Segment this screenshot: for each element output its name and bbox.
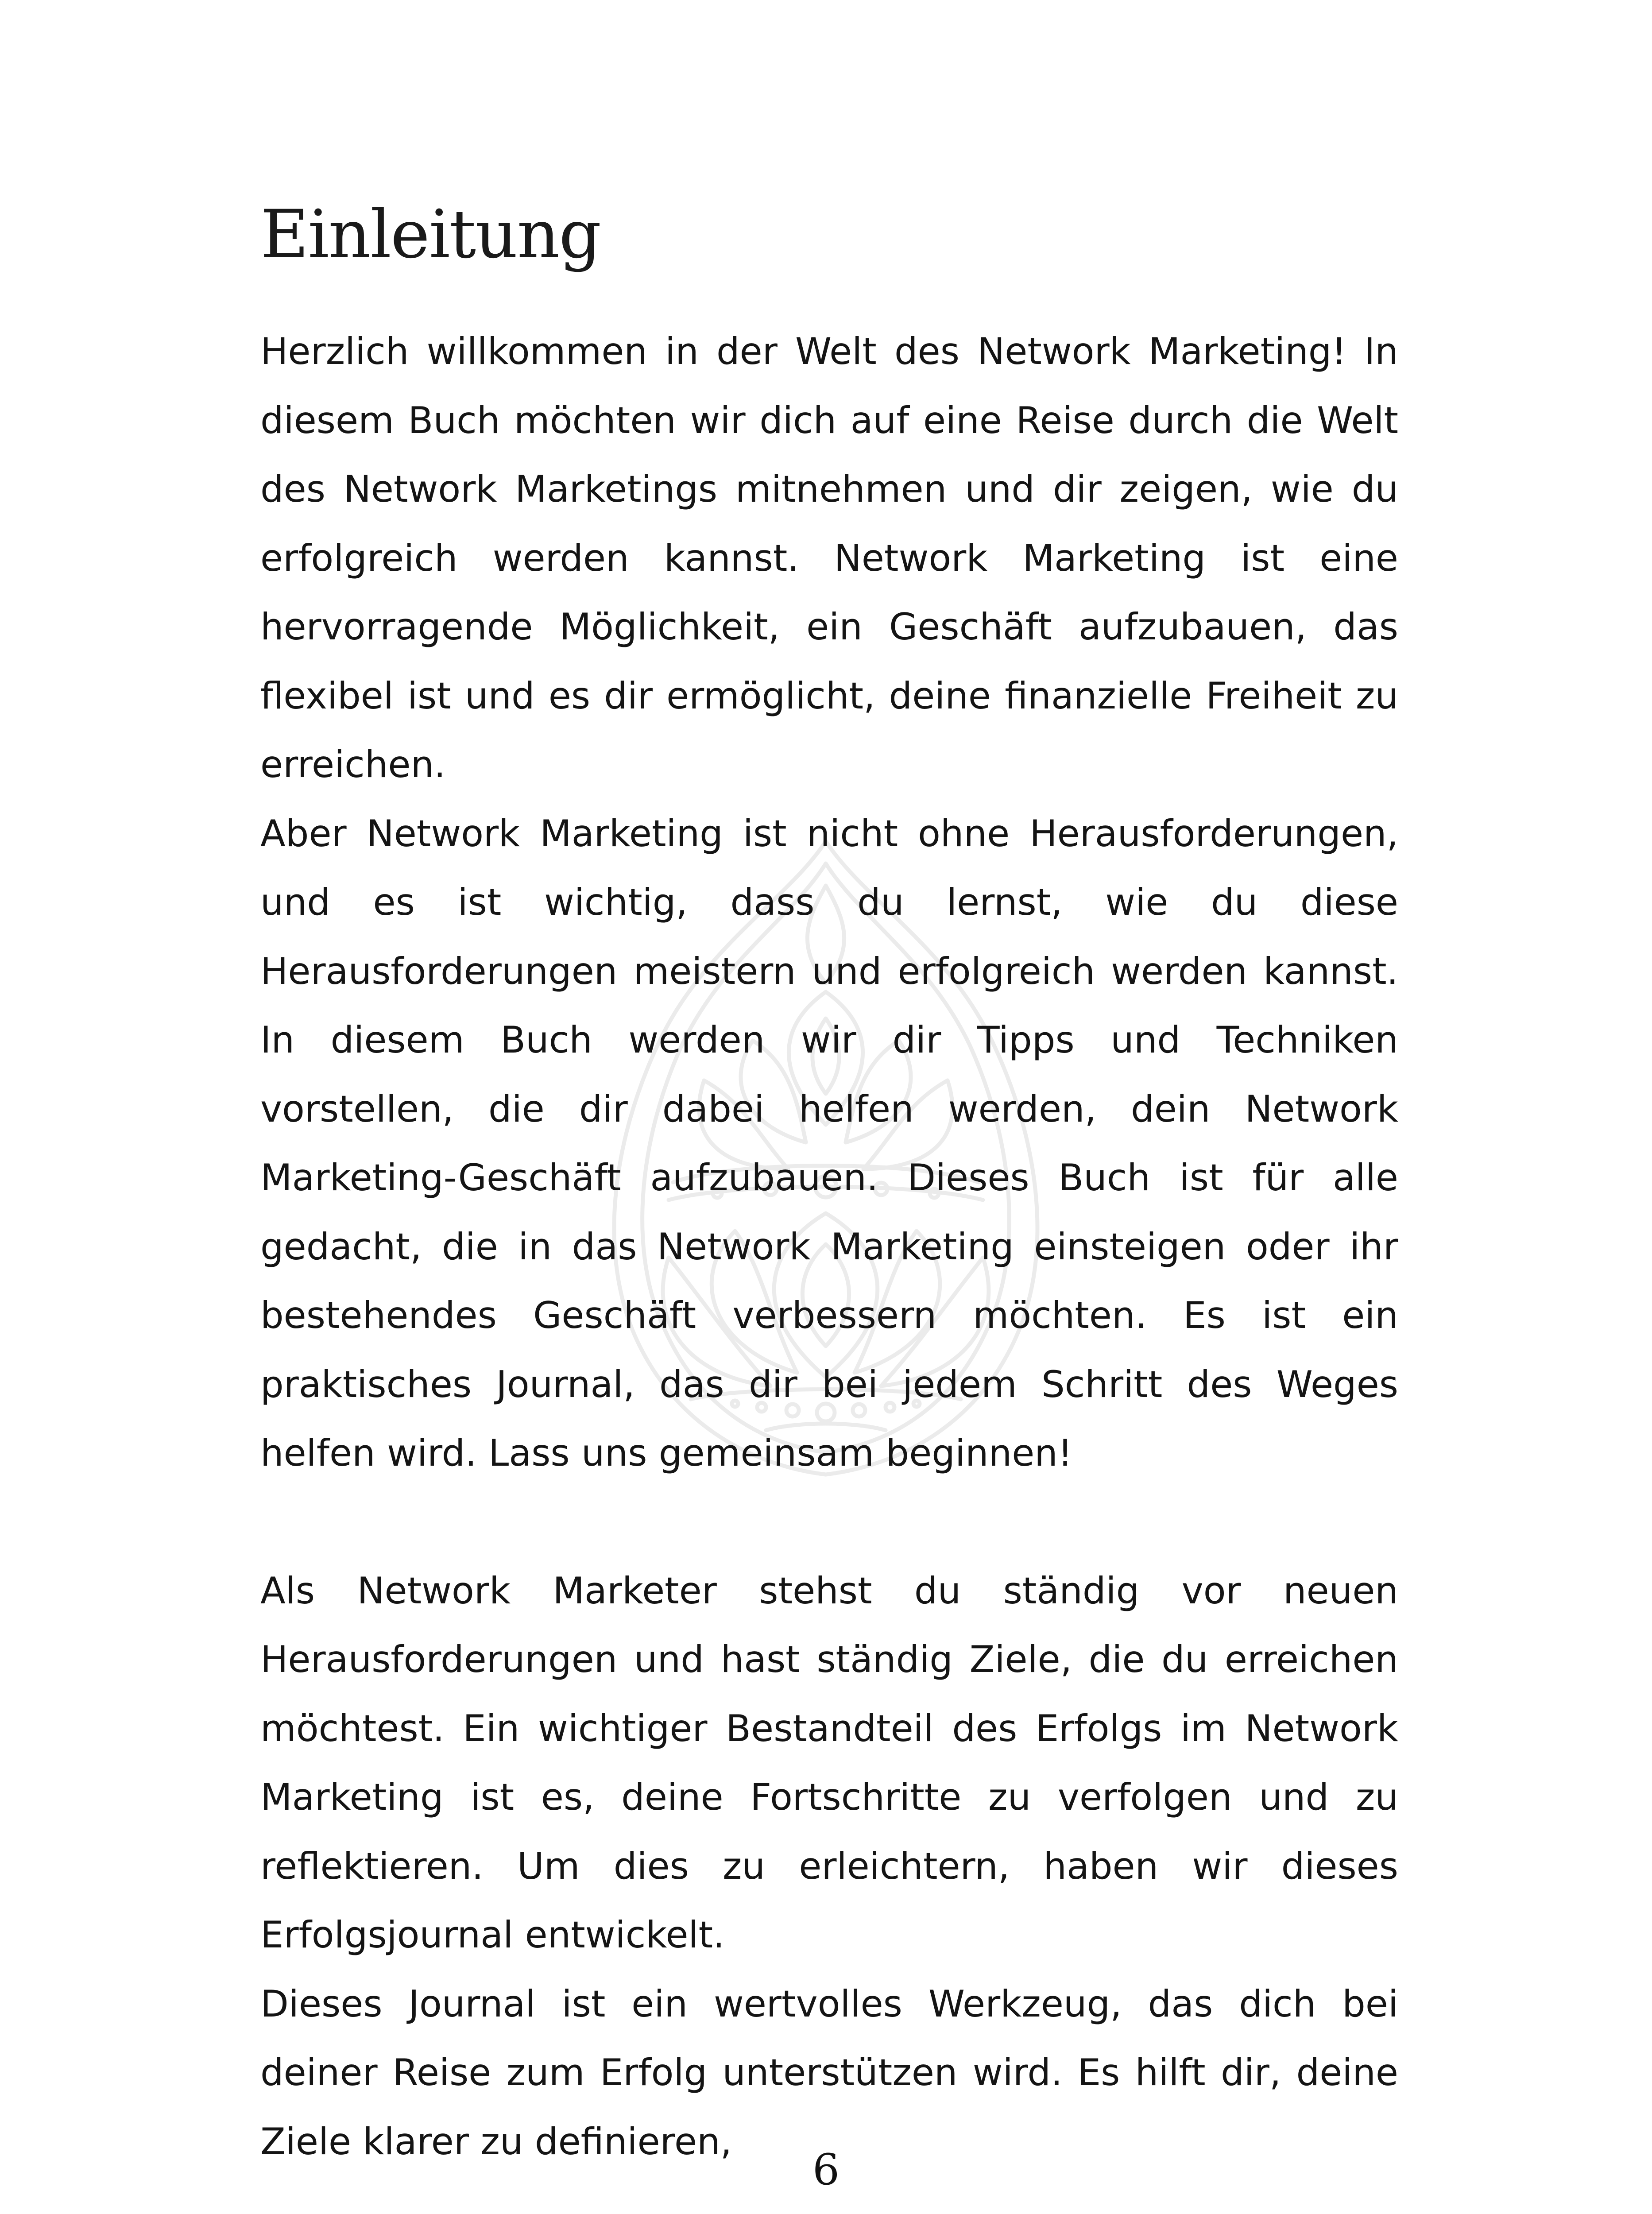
page-title: Einleitung: [260, 196, 601, 273]
paragraph-3: Als Network Marketer stehst du ständig vor neuen Herausforderungen und hast ständig Ziele, die du erreichen möchtest. Ein wichtiger Bestandteil des Erfolgs im Network Marketing ist es, deine Fortschritte zu verfolgen und zu reflektieren. Um dies zu erleichtern, haben wir dieses Erfolgsjournal entwickelt.: [260, 1569, 1398, 1956]
paragraph-2: Aber Network Marketing ist nicht ohne Herausforderungen, und es ist wichtig, dass du lernst, wie du diese Herausforderungen meistern und erfolgreich werden kannst. In diesem Buch werden wir dir Tipps und Techniken vorstellen, die dir dabei helfen werden, dein Network Marketing-Geschäft aufzubauen. Dieses Buch ist für alle gedacht, die in das Network Marketing einsteigen oder ihr bestehendes Geschäft verbessern möchten. Es ist ein praktisches Journal, das dir bei jedem Schritt des Weges helfen wird. Lass uns gemeinsam beginnen!: [260, 812, 1398, 1475]
paragraph-gap: [260, 1488, 1398, 1556]
paragraph-4: Dieses Journal ist ein wertvolles Werkzeug, das dich bei deiner Reise zum Erfolg unterstützen wird. Es hilft dir, deine Ziele klarer zu definieren,: [260, 1982, 1398, 2163]
page-number: 6: [812, 2145, 840, 2195]
body-text: [260, 317, 1398, 2176]
paragraph-1: Herzlich willkommen in der Welt des Network Marketing! In diesem Buch möchten wir dich auf eine Reise durch die Welt des Network Marketings mitnehmen und dir zeigen, wie du erfolgreich werden kannst. Network Marketing ist eine hervorragende Möglichkeit, ein Geschäft aufzubauen, das flexibel ist und es dir ermöglicht, deine finanzielle Freiheit zu erreichen.: [260, 330, 1398, 786]
